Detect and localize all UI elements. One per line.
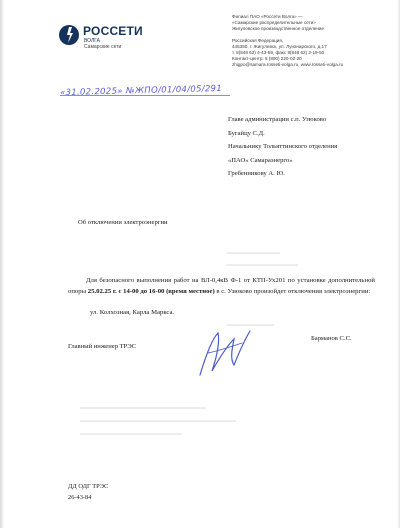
letterhead-line: zhigpo@samara.rosseti-volga.ru, www.rosseti-volga.ru [232, 62, 344, 68]
addressee-block [228, 113, 398, 181]
affected-streets: ул. Колхозная, Карла Маркса. [90, 309, 175, 316]
letterhead-line: Российская Федерация, [232, 37, 284, 43]
executor-phone: 26-43-84 [68, 494, 92, 501]
letterhead-info [232, 14, 392, 69]
letterhead-line: Контакт-центр: 8 (800) 220-02-20 [232, 56, 302, 62]
executor-department: ДД ОДГ ТРЭС [68, 483, 109, 490]
scan-edge-left [0, 0, 4, 528]
signatory-name: Барманов С.С. [311, 335, 352, 342]
company-logo [58, 22, 178, 54]
addressee-line: Начальнику Тольяттинского отделения [228, 143, 338, 151]
addressee-line: Главе администрации с.п. Узюково [228, 116, 327, 123]
show-through-mark: ▬▬▬▬▬▬▬▬▬▬▬▬▬▬▬▬▬▬▬▬▬ [80, 405, 206, 411]
show-through-mark: ▬▬▬▬▬▬▬▬ [226, 322, 274, 328]
show-through-mark: ▬▬▬▬▬▬▬▬▬ [226, 250, 280, 256]
letter-body [68, 275, 375, 298]
registration-underline [60, 95, 230, 96]
brand-sub-network: Самарские сети [84, 44, 122, 50]
letterhead-line: Филиал ПАО «Россети Волга» — [232, 14, 303, 19]
addressee-line: Гребенникову А. Ю. [228, 170, 285, 178]
letterhead-line: «Самарские распределительные сети» [232, 20, 316, 26]
body-outage-time: 25.02.25 г. с 14-00 до 16-00 (время местное) [87, 288, 215, 296]
body-text-part2: в с. Узюково произойдет отключения электроэнергии: [214, 288, 371, 296]
brand-sub-volga: ВОЛГА [84, 38, 100, 44]
letterhead-line: 445350, г. Жигулевск, ул. Луначарского, д.17 [232, 43, 327, 49]
signatory-position: Главный инженер ТРЭС [68, 343, 137, 350]
letterhead-line: т. 8(848 62) 4-43-59, факс 8(848 62) 2-19-50 [232, 50, 325, 56]
registration-number: «31.02.2025» №ЖПО/01/04/05/291 [59, 83, 223, 99]
body-paragraph [68, 275, 375, 298]
addressee-line: Бугайцу С.Д. [228, 129, 265, 137]
show-through-mark: ▬▬▬▬▬▬▬▬▬▬▬▬▬▬▬▬▬▬▬▬▬▬▬▬▬▬ [80, 418, 236, 424]
rosseti-logo-icon [58, 24, 80, 46]
show-through-mark: ▬▬▬▬▬▬▬▬▬▬▬▬▬▬▬▬▬ [80, 431, 182, 437]
show-through-mark: ▬▬▬▬▬▬▬▬▬▬▬▬ [226, 262, 298, 268]
handwritten-signature [190, 325, 260, 383]
addressee-line: «ПАО» Самараэнерго» [228, 156, 293, 164]
letterhead-line: Жигулевское производственное отделение [232, 26, 325, 32]
letter-subject: Об отключении электроэнергии [78, 219, 168, 226]
brand-name: РОССЕТИ [83, 24, 143, 38]
body-text-part1: Для безопасного выполнения работ на ВЛ-0,4кВ Ф-1 от КТП-Ух201 по установке дополнительной опоры [68, 277, 375, 296]
